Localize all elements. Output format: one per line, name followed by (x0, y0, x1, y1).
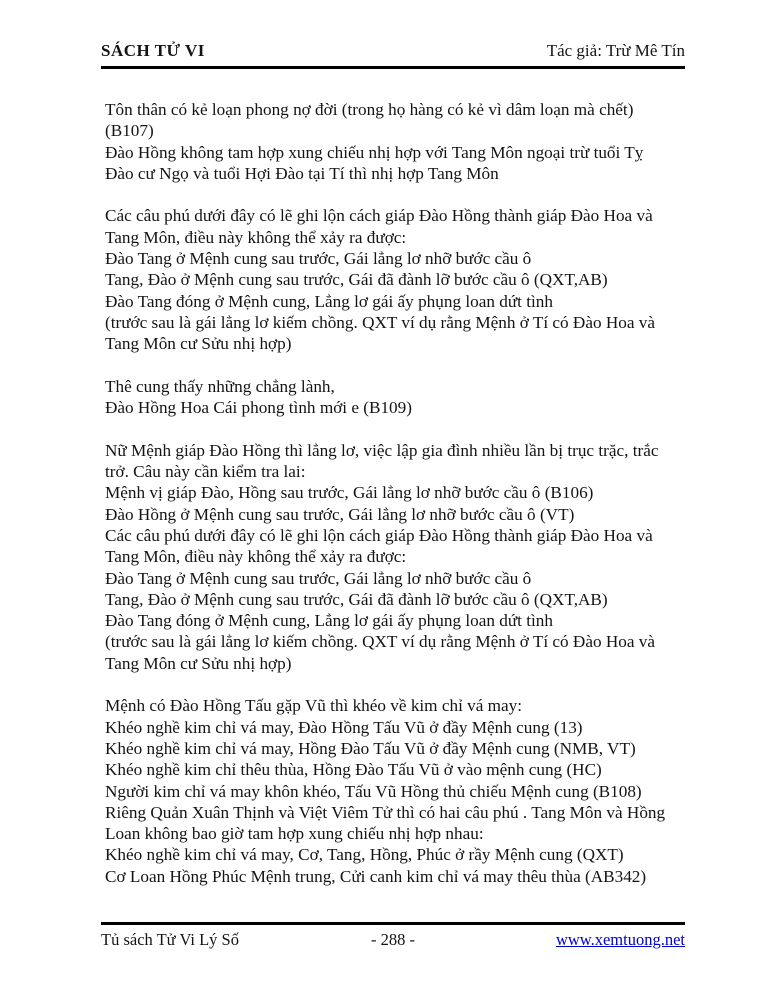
paragraph (105, 376, 687, 419)
text-line: Loan không bao giờ tam hợp xung chiếu nhị hợp nhau: (105, 824, 484, 844)
paragraph (105, 205, 687, 354)
paragraph (105, 440, 687, 674)
text-line: Đào Tang đóng ở Mệnh cung, Lẳng lơ gái ấy phụng loan dứt tình (105, 291, 553, 311)
text-line: Tôn thân có kẻ loạn phong nợ đời (trong họ hàng có kẻ vì dâm loạn mà chết) (105, 100, 634, 119)
footer-series-title: Tủ sách Tử Vi Lý Số (101, 930, 239, 949)
text-line: Đào Tang đóng ở Mệnh cung, Lẳng lơ gái ấy phụng loan dứt tình (105, 611, 553, 631)
page-footer (101, 922, 685, 950)
text-line: Đào Tang ở Mệnh cung sau trước, Gái lẳng lơ nhỡ bước cầu ô (105, 568, 532, 588)
text-line: Đào Hồng ở Mệnh cung sau trước, Gái lẳng lơ nhỡ bước cầu ô (VT) (105, 504, 575, 524)
text-line: Mệnh có Đào Hồng Tấu gặp Vũ thì khéo về kim chỉ vá may: (105, 696, 523, 716)
text-line: Đào Hồng Hoa Cái phong tình mới e (B109) (105, 398, 412, 418)
text-line: Khéo nghề kim chỉ vá may, Cơ, Tang, Hồng, Phúc ở rầy Mệnh cung (QXT) (105, 845, 624, 865)
book-title: SÁCH TỬ VI (101, 41, 205, 60)
footer-page-number: - 288 - (371, 930, 415, 949)
text-line: Tang Môn cư Sửu nhị hợp) (105, 653, 292, 673)
text-line: Các câu phú dưới đây có lẽ ghi lộn cách giáp Đào Hồng thành giáp Đào Hoa và (105, 206, 653, 226)
text-line: Đào Hồng không tam hợp xung chiếu nhị hợp với Tang Môn ngoại trừ tuổi Tỵ (105, 142, 644, 162)
footer-website-link[interactable]: www.xemtuong.net (555, 930, 686, 949)
page-header (101, 40, 685, 69)
text-line: Tang, Đào ở Mệnh cung sau trước, Gái đã đành lỡ bước cầu ô (QXT,AB) (105, 589, 608, 609)
text-line: Khéo nghề kim chỉ vá may, Hồng Đào Tấu Vũ ở đầy Mệnh cung (NMB, VT) (105, 738, 636, 758)
text-line: Người kim chỉ vá may khôn khéo, Tấu Vũ Hồng thủ chiếu Mệnh cung (B108) (105, 781, 642, 801)
text-line: Riêng Quản Xuân Thịnh và Việt Viêm Tử thì có hai câu phú . Tang Môn và Hồng (105, 802, 666, 822)
text-line: Cơ Loan Hồng Phúc Mệnh trung, Cửi canh kim chỉ vá may thêu thùa (AB342) (105, 866, 647, 886)
text-line: Tang Môn cư Sửu nhị hợp) (105, 334, 292, 354)
page-body (105, 99, 687, 887)
text-line: (trước sau là gái lẳng lơ kiếm chồng. QXT ví dụ rằng Mệnh ở Tí có Đào Hoa và (105, 312, 656, 332)
text-line: Thê cung thấy những chẳng lành, (105, 376, 335, 396)
text-line: Khéo nghề kim chỉ vá may, Đào Hồng Tấu Vũ ở đầy Mệnh cung (13) (105, 717, 583, 737)
text-line: Đào Tang ở Mệnh cung sau trước, Gái lẳng lơ nhỡ bước cầu ô (105, 249, 532, 269)
paragraph (105, 99, 687, 184)
text-line: (B107) (105, 121, 154, 141)
text-line: Nữ Mệnh giáp Đào Hồng thì lẳng lơ, việc lập gia đình nhiều lần bị trục trặc, trắc (105, 440, 659, 460)
text-line: Mệnh vị giáp Đào, Hồng sau trước, Gái lẳng lơ nhỡ bước cầu ô (B106) (105, 483, 594, 503)
text-line: Khéo nghề kim chỉ thêu thùa, Hồng Đào Tấu Vũ ở vào mệnh cung (HC) (105, 760, 602, 780)
text-line: Các câu phú dưới đây có lẽ ghi lộn cách giáp Đào Hồng thành giáp Đào Hoa và (105, 525, 653, 545)
text-line: Tang Môn, điều này không thể xảy ra được: (105, 227, 407, 247)
text-line: Tang Môn, điều này không thể xảy ra được: (105, 547, 407, 567)
paragraph (105, 695, 687, 887)
author-credit: Tác giả: Trừ Mê Tín (546, 41, 685, 60)
text-line: trở. Câu này cần kiểm tra lai: (105, 462, 306, 482)
text-line: Tang, Đào ở Mệnh cung sau trước, Gái đã đành lỡ bước cầu ô (QXT,AB) (105, 270, 608, 290)
text-line: (trước sau là gái lẳng lơ kiếm chồng. QXT ví dụ rằng Mệnh ở Tí có Đào Hoa và (105, 632, 656, 652)
text-line: Đào cư Ngọ và tuổi Hợi Đào tại Tí thì nhị hợp Tang Môn (105, 163, 499, 183)
